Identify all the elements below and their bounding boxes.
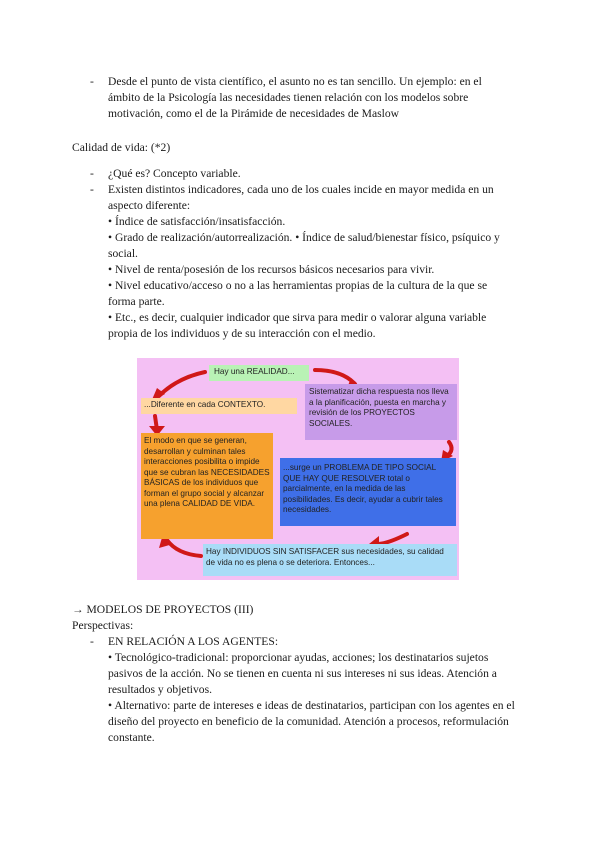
intro-block	[90, 74, 510, 122]
calidad-sub-4: • Nivel educativo/acceso o no a las herramientas propias de la cultura de la que se forma parte.	[108, 279, 488, 308]
modelos-list	[90, 634, 518, 746]
calidad-sub-2: • Grado de realización/autorrealización. • Índice de salud/bienestar físico, psíquico y social.	[108, 231, 500, 260]
intro-item	[90, 74, 510, 122]
calidad-heading: Calidad de vida: (*2)	[72, 141, 171, 154]
intro-text: Desde el punto de vista científico, el asunto no es tan sencillo. Un ejemplo: en el ámbito de la Psicología las necesidades tienen relación con los modelos sobre motivación, como el de la Pirámide de necesidades de Maslow	[108, 75, 482, 120]
dash-bullet: -	[90, 75, 94, 88]
box-realidad: Hay una REALIDAD...	[209, 365, 309, 381]
dash-bullet: -	[90, 183, 94, 196]
agentes-text: EN RELACIÓN A LOS AGENTES:	[108, 635, 279, 648]
calidad-item-2	[90, 182, 515, 214]
agentes-item	[90, 634, 518, 650]
cycle-diagram	[137, 358, 459, 580]
arrow-top-right-icon	[315, 370, 355, 384]
calidad-sub-3: • Nivel de renta/posesión de los recursos básicos necesarios para vivir.	[108, 263, 435, 276]
arrow-top-left-icon	[159, 372, 205, 396]
box-problema: ...surge un PROBLEMA DE TIPO SOCIAL QUE HAY QUE RESOLVER total o parcialmente, en la medida de las posibilidades. Es decir, ayudar a cubrir tales necesidades.	[280, 458, 456, 526]
arrow-bottom-left-icon	[167, 540, 201, 556]
modelos-sub-2: • Alternativo: parte de intereses e ideas de destinatarios, participan con los agentes en el diseño del proyecto en beneficio de la comunidad. Atención a procesos, reformulación constante.	[108, 699, 515, 744]
box-individuos: Hay INDIVIDUOS SIN SATISFACER sus necesidades, su calidad de vida no es plena o se deteriora. Entonces...	[203, 544, 457, 576]
calidad-sub-5: • Etc., es decir, cualquier indicador que sirva para medir o valorar alguna variable propia de los individuos y de su interacción con el medio.	[108, 311, 487, 340]
calidad-list	[90, 166, 515, 342]
dash-bullet: -	[90, 167, 94, 180]
box-sistematizar: Sistematizar dicha respuesta nos lleva a la planificación, puesta en marcha y revisión de los PROYECTOS SOCIALES.	[305, 384, 457, 440]
calidad-item-1	[90, 166, 515, 182]
calidad-item-2-text: Existen distintos indicadores, cada uno de los cuales incide en mayor medida en un aspecto diferente:	[108, 183, 494, 212]
arrow-bottom-right-icon	[377, 534, 407, 544]
box-contexto: ...Diferente en cada CONTEXTO.	[141, 398, 297, 414]
perspectivas-label: Perspectivas:	[72, 619, 134, 632]
box-modo: El modo en que se generan, desarrollan y culminan tales interacciones posibilita o impide que se cubran las NECESIDADES BÁSICAS de los individuos que forman el grupo social y alcanzar una plena CALIDAD DE VIDA.	[141, 433, 273, 539]
calidad-sub-1: • Índice de satisfacción/insatisfacción.	[108, 215, 286, 228]
calidad-item-1-text: ¿Qué es? Concepto variable.	[108, 167, 241, 180]
modelos-heading: → MODELOS DE PROYECTOS (III)	[72, 603, 254, 616]
dash-bullet: -	[90, 635, 94, 648]
modelos-sub-1: • Tecnológico-tradicional: proporcionar ayudas, acciones; los destinatarios sujetos pasivos de la acción. No se tienen en cuenta ni sus intereses ni sus ideas. Atención a resultados y objetivos.	[108, 651, 497, 696]
